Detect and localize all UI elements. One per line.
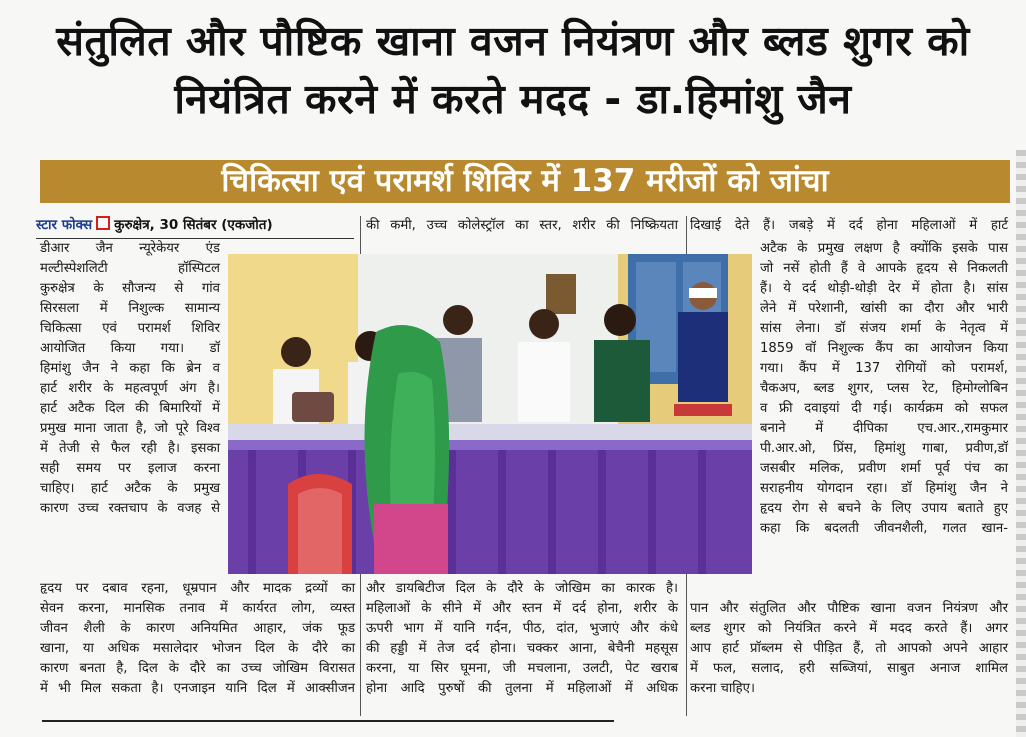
col1-wide-line: में भी मिल सकता है। एनजाइन यानि दिल में आक्सीजन [40,681,355,696]
headline-line-1: संतुलित और पौष्टिक खाना वजन नियंत्रण और ब्लड शुगर को [56,17,970,65]
col2-line: महिलाओं के सीने में और स्तन में दर्द होना, शरीर के [366,601,678,616]
col2-line: ऊपरी भाग में यानि गर्दन, पीठ, दांत, भुजाएं और कंधे [366,621,678,636]
col3-wide-line: आप हार्ट प्रॉब्लम से पीड़ित हैं, तो आपको अपने आहार [690,641,1008,656]
col3-line: बनाने में दीपिका एच.आर.,रामकुमार [760,421,1008,436]
col2-line: की हड्डी में तेज दर्द होना। चक्कर आना, बेचैनी महसूस [366,641,678,656]
col3-wide-line: पान और संतुलित और पौष्टिक खाना वजन नियंत्रण और [690,601,1008,616]
col3-line: चैकअप, ब्लड शुगर, प्लस रेट, हिमोग्लोबिन [760,381,1008,396]
place-date: कुरुक्षेत्र, 30 सितंबर (एकजोत) [114,217,273,233]
col1-line: कारण उच्च रक्तचाप के वजह से [40,501,220,516]
column-2 [366,579,678,699]
headline-line-2: नियंत्रित करने में करते मदद - डा.हिमांशु जैन [174,75,852,123]
bottom-rule [42,720,614,722]
col2-line: करना, या सिर घूमना, जी मचलाना, उलटी, पेट खराब [366,661,678,676]
col3-line: जसबीर मलिक, प्रवीण शर्मा पूर्व पंच का [760,461,1008,476]
col1-line: चाहिए। हार्ट अटैक के प्रमुख [40,481,220,496]
col3-line: 1859 वॉ निशुल्क कैंप का आयोजन किया [760,341,1008,356]
col1-wide-line: हृदय पर दबाव रहना, धूम्रपान और मादक द्रव्यों का [40,581,355,596]
dateline [36,212,354,239]
col2-line: होना आदि पुरुषों की तुलना में महिलाओं में अधिक [366,681,678,696]
col2-line: और डायबिटीज दिल के दौरे के जोखिम का कारक है। [366,581,678,596]
headline [0,12,1026,128]
col1-wide-line: सेवन करना, मानसिक तनाव में कार्यरत लोग, व्यस्त [40,601,355,616]
col3-line: सराहनीय योगदान रहा। डॉ हिमांशु जैन ने [760,481,1008,496]
page-edge [1016,150,1026,737]
col3-line: व फ्री दवाइयां दी गई। कार्यक्रम को सफल [760,401,1008,416]
col3-wide-line: करना चाहिए। [690,681,755,696]
col3-line: गया। कैंप में 137 रोगियों को परामर्श, [760,361,1008,376]
col2-top-line: की कमी, उच्च कोलेस्ट्रॉल का स्तर, शरीर की निष्क्रियता [366,218,678,233]
col1-line: हार्ट अटैक दिल की बिमारियों में [40,401,220,416]
col3-line: कहा कि बदलती जीवनशैली, गलत खान- [760,521,1008,536]
col3-line: अटैक के प्रमुख लक्षण है क्योंकि इसके पास [760,241,1008,256]
col1-line: सिरसला में निशुल्क सामान्य [40,301,220,316]
col3-line: लेने में परेशानी, खांसी का दौरा और भारी [760,301,1008,316]
col1-line: में तेजी से फैल रही है। इसका [40,441,220,456]
col1-line: मल्टीस्पेशलिटी हॉस्पिटल [40,261,220,276]
col3-line: पी.आर.ओ, प्रिंस, हिमांशु गाबा, प्रवीण,डॉ [760,441,1008,456]
col1-line: हार्ट शरीर के महत्वपूर्ण अंग है। [40,381,220,396]
col1-line: प्रमुख माना जाता है, जो पूरे विश्व [40,421,220,436]
col1-line: आयोजित किया गया। डॉ [40,341,220,356]
col1-wide-line: कारण बनता है, दिल के दौरे का उच्च जोखिम विरासत [40,661,355,676]
col3-wide-line: ब्लड शुगर को नियंत्रित करने में मदद करते हैं। अगर [690,621,1008,636]
dateline-box-icon [96,216,110,230]
col1-wide-line: खाना, या अधिक मसालेदार भोजन दिल के दौरे का [40,641,355,656]
col1-line: चिकित्सा एवं परामर्श शिविर [40,321,220,336]
column-1 [40,239,220,519]
col3-top-line: दिखाई देते हैं। जबड़े में दर्द होना महिलाओं में हार्ट [690,218,1008,233]
column-1-wide [40,579,355,699]
camp-photo [228,254,752,574]
col1-wide-line: जीवन शैली के कारण अनियमित आहार, जंक फूड [40,621,355,636]
col1-line: डीआर जैन न्यूरेकेयर एंड [40,241,220,256]
col3-line: सांस लेना। डॉ संजय शर्मा के नेतृत्व में [760,321,1008,336]
col3-line: हैं। ये दर्द थोड़ी-थोड़ी देर में होता है। सांस [760,281,1008,296]
subheadline-banner: चिकित्सा एवं परामर्श शिविर में 137 मरीजों को जांचा [40,160,1010,203]
col3-line: हृदय रोग से बचने के लिए उपाय बताते हुए [760,501,1008,516]
news-source: स्टार फोक्स [36,217,93,233]
column-2-top [366,216,678,236]
col1-line: हिमांशु जैन ने कहा कि ब्रेन व [40,361,220,376]
col1-line: कुरुक्षेत्र के सौजन्य से गांव [40,281,220,296]
col1-line: सही समय पर इलाज करना [40,461,220,476]
column-3 [760,239,1008,539]
camp-photo-illustration [228,254,752,574]
column-3-wide [690,599,1008,699]
col3-line: जो नसें होती हैं वे आपके हृदय से निकलती [760,261,1008,276]
col3-wide-line: में फल, सलाद, हरी सब्जियां, साबुत अनाज शामिल [690,661,1008,676]
column-3-top [690,216,1008,236]
